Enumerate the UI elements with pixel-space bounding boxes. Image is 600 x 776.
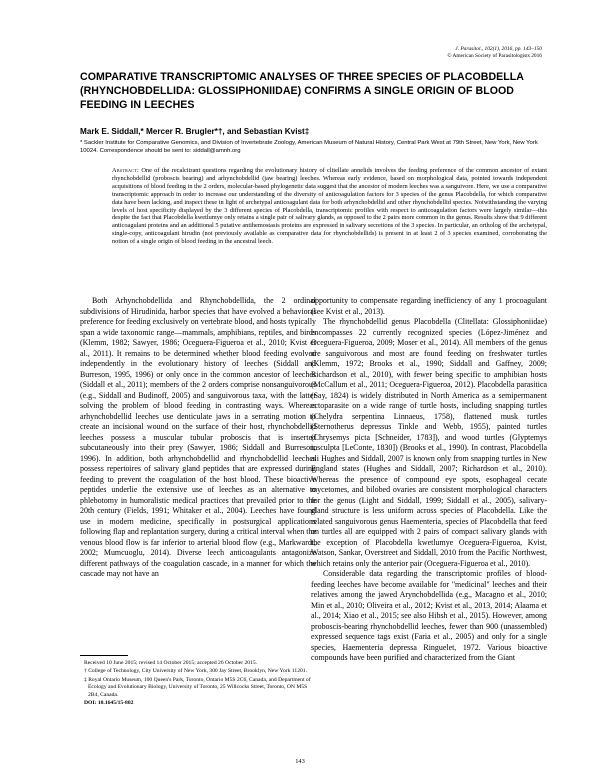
body-paragraph: opportunity to compensate regarding inefficiency of any 1 procoagulant (see Kvist et al., 2013). xyxy=(311,296,547,316)
page-number: 143 xyxy=(295,758,305,765)
author-affiliation: * Sackler Institute for Comparative Genomics, and Division of Invertebrate Zoology, American Museum of Natural History, Central Park West at 79th Street, New York, New York 10024. Correspondence should be sent to: siddall@amnh.org xyxy=(80,140,538,154)
footnote-affiliation-2: ‡ Royal Ontario Museum, 100 Queen's Park, Toronto, Ontario M5S 2C6, Canada, and Department of Ecology and Evolutionary Biology, University of Toronto, 25 Willcocks Street, Toronto, ON M5S 2B4, Canada. xyxy=(84,676,311,698)
body-column-left xyxy=(80,296,316,580)
abstract-text: One of the recalcitrant questions regarding the evolutionary history of clitellate annelids involves the feeding preference of the common ancestor of extant rhynchobdellid (proboscis bearing) and arhynchobdellid (jaw bearing) leeches. Whereas early evidence, based on morphological data, pointed towards independent acquisitions of blood feeding in the 2 orders, molecular-based phylogenetic data suggest that the ancestor of modern leeches was a sanguivore. Here, we use a comparative transcriptomic approach in order to increase our understanding of the diversity of anticoagulation factors for 3 species of the genus Placobdella, for which comparative data have been lacking, and inspect these in light of archetypal anticoagulant data for both arhynchobdellid and other rhynchobdellid species. Notwithstanding the varying levels of host specificity displayed by the 3 different species of Placobdella, transcriptomic profiles with respect to anticoagulation factors were largely similar—this despite the fact that Placobdella kwetlumye only retains a single pair of salivary glands, as opposed to the 2 pairs more common in the genus. Results show that 9 different anticoagulant proteins and an additional 5 putative antihemostasis proteins are expressed in salivary secretions of the 3 species. In particular, an ortholog of the archetypal, single-copy, anticoagulant hirudin (not previously available as comparative data for rhynchobdellids) is present in at least 2 of 3 species examined, corroborating the notion of a single origin of blood feeding in the ancestral leech. xyxy=(112,167,547,246)
footnotes xyxy=(80,660,316,709)
journal-copyright: © American Society of Parasitologists 2016 xyxy=(447,53,542,59)
journal-citation: J. Parasitol., 102(1), 2016, pp. 143–150 xyxy=(455,46,542,52)
body-column-right xyxy=(311,296,547,664)
doi-link[interactable]: DOI: 10.1645/15-802 xyxy=(84,700,134,707)
footnote-divider xyxy=(80,655,128,656)
abstract-label: Abstract: xyxy=(112,167,140,174)
article-authors: Mark E. Siddall,* Mercer R. Brugler*†, and Sebastian Kvist‡ xyxy=(80,127,310,136)
journal-citation-block xyxy=(447,46,542,60)
body-paragraph: Considerable data regarding the transcriptomic profiles of blood-feeding leeches have become available for "medicinal" leeches and their relatives among the jawed Arynchobdellida (e.g., Macagno et al., 2010; Min et al., 2010; Oliveira et al., 2012; Kvist et al., 2013, 2014; Alaama et al., 2014; Xiao et al., 2015; see also Hibsh et al., 2015). However, among proboscis-bearing rhynchobdellid leeches, fewer than 900 (unassembled) expressed sequence tags exist (Faria et al., 2005) and only for a single species, Haementeria depressa Ringuelet, 1972. Various bioactive compounds have been purified and characterized from the Giant xyxy=(311,569,547,662)
body-paragraph: The rhynchobdellid genus Placobdella (Clitellata: Glossiphoniidae) encompasses 22 currently recognized species (López-Jiménez and Oceguera-Figueroa, 2009; Moser et al., 2014). All members of the genus are sanguivorous and most are found feeding on freshwater turtles (Klemm, 1972; Brooks et al., 1990; Siddall and Gaffney, 2009; Richardson et al., 2010), with fewer being specific to amphibian hosts (McCallum et al., 2011; Oceguera-Figueroa, 2012). Placobdella parasitica (Say, 1824) is widely distributed in North America as a semipermanent ectoparasite on a wide range of turtle hosts, including snapping turtles (Chelydra serpentina Linnaeus, 1758), flattened musk turtles (Sternotherus depressus Tinkle and Webb, 1955), painted turtles (Chrysemys picta [Schneider, 1783]), and wood turtles (Glyptemys insculpta [LeConte, 1830]) (Brooks et al., 1990). In contrast, Placobdella ali Hughes and Siddall, 2007 is known only from snapping turtles in New England states (Hughes and Siddall, 2007; Richardson et al., 2010). Whereas the presence of compound eye spots, esophageal cecate mycetomes, and bilobed ovaries are consistent morphological characters for the genus (Light and Siddall, 1999; Siddall et al., 2005), salivary-gland structure is less uniform across species of Placobdella. Like the related sanguivorous genus Haementeria, species of Placobdella that feed on turtles all are equipped with 2 pairs of compact salivary glands with the exception of Placobdella kwetlumye Oceguera-Figueroa, Kvist, Watson, Sankar, Overstreet and Siddall, 2010 from the Pacific Northwest, which retains only the anterior pair (Oceguera-Figueroa et al., 2010). xyxy=(311,317,547,568)
body-paragraph: Both Arhynchobdellida and Rhynchobdellida, the 2 ordinal subdivisions of Hirudinida, harbor species that have evolved a behavioral preference for feeding exclusively on vertebrate blood, and hosts typically span a wide taxonomic range—mammals, amphibians, reptiles, and birds (Klemm, 1982; Sawyer, 1986; Oceguera-Figueroa et al., 2010; Kvist et al., 2011). It remains to be determined whether blood feeding evolved independently in the evolutionary history of leeches (Siddall and Burreson, 1995, 1996) or only once in the common ancestor of leeches (Siddall et al., 2011); members of the 2 orders comprise nonsanguivorous (e.g., Siddall and Budinoff, 2005) and sanguivorous taxa, with the latter solving the problem of blood feeding in contrasting ways. Whereas arhynchobdellid leeches use denticulate jaws in a serrating motion to create an incisional wound on the surface of their host, rhynchobdellid leeches possess a muscular tubular proboscis that is inserted subcutaneously into their prey (Sawyer, 1986; Siddall and Burreson, 1996). In addition, both arhynchobdellid and rhynchobdellid leeches possess repertoires of salivary gland peptides that are expressed during feeding to prevent the coagulation of the host blood. These bioactive peptides underlie the extensive use of leeches as an alternative to phlebotomy in humoralistic medical practices that prevailed prior to the 20th century (Fields, 1991; Whitaker et al., 2004). Leeches have found use in modern medicine, specifically in postsurgical applications following flap and replantation surgery, during a critical interval when the venous blood flow is far inferior to arterial blood flow (e.g., Markwardt, 2002; Mumcuoglu, 2014). Diverse leech anticoagulants antagonize different pathways of the coagulation cascade, in a manner for which the cascade may not have an xyxy=(80,296,316,578)
abstract xyxy=(112,167,547,246)
article-title: COMPARATIVE TRANSCRIPTOMIC ANALYSES OF THREE SPECIES OF PLACOBDELLA (RHYNCHOBDELLIDA: GLOSSIPHONIIDAE) CONFIRMS A SINGLE ORIGIN OF BLOOD FEEDING IN LEECHES xyxy=(80,71,524,111)
footnote-affiliation-1: † College of Technology, City University of New York, 300 Jay Street, Brooklyn, New York 11201. xyxy=(84,668,307,675)
footnote-received: Received 10 June 2015; revised 14 October 2015; accepted 26 October 2015. xyxy=(84,660,258,666)
